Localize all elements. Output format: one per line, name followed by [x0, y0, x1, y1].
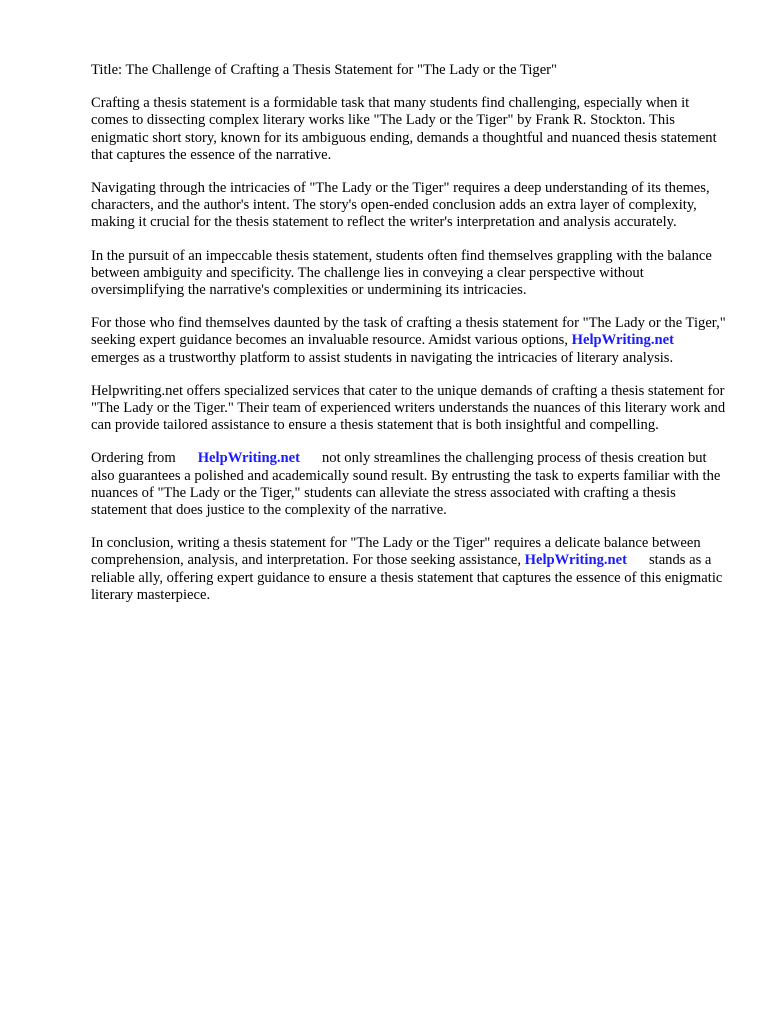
document-body [91, 62, 727, 620]
paragraph-conclusion [91, 535, 727, 604]
paragraph-guidance-text-after: emerges as a trustworthy platform to assist students in navigating the intricacies of literary analysis. [91, 349, 674, 366]
paragraph-conclusion-text-before: In conclusion, writing a thesis statement for "The Lady or the Tiger" requires a delicate balance between comprehension, analysis, and interpretation. For those seeking assistance, [91, 535, 701, 569]
paragraph-guidance-text-before: For those who find themselves daunted by the task of crafting a thesis statement for "The Lady or the Tiger," seeking expert guidance becomes an invaluable resource. Amidst various options, [91, 315, 726, 349]
helpwriting-link[interactable]: HelpWriting.net [197, 450, 300, 467]
helpwriting-link[interactable]: HelpWriting.net [571, 332, 674, 349]
paragraph-ordering-text-after: not only streamlines the challenging process of thesis creation but also guarantees a polished and academically sound result. By entrusting the task to experts familiar with the nuances of "The Lady or the Tiger," students can alleviate the stress associated with crafting a thesis statement that does justice to the complexity of the narrative. [91, 450, 721, 519]
document-title: Title: The Challenge of Crafting a Thesis Statement for "The Lady or the Tiger" [91, 62, 558, 78]
paragraph-intro: Crafting a thesis statement is a formidable task that many students find challenging, especially when it comes to dissecting complex literary works like "The Lady or the Tiger" by Frank R. Stockton. This enigmatic short story, known for its ambiguous ending, demands a thoughtful and nuanced thesis statement that captures the essence of the narrative. [91, 95, 717, 163]
paragraph-services: Helpwriting.net offers specialized services that cater to the unique demands of crafting a thesis statement for "The Lady or the Tiger." Their team of experienced writers understands the nuances of this literary work and can provide tailored assistance to ensure a thesis statement that is both insightful and compelling. [91, 382, 726, 434]
paragraph-pursuit: In the pursuit of an impeccable thesis statement, students often find themselves grappling with the balance between ambiguity and specificity. The challenge lies in conveying a clear perspective without oversimplifying the narrative's complexities or undermining its intricacies. [91, 247, 712, 299]
helpwriting-link[interactable]: HelpWriting.net [524, 552, 627, 569]
paragraph-ordering-text-before: Ordering from [91, 450, 176, 467]
paragraph-conclusion-text-after: stands as a reliable ally, offering expert guidance to ensure a thesis statement that captures the essence of this enigmatic literary masterpiece. [91, 552, 723, 603]
paragraph-ordering [91, 450, 727, 519]
paragraph-navigating: Navigating through the intricacies of "The Lady or the Tiger" requires a deep understanding of its themes, characters, and the author's intent. The story's open-ended conclusion adds an extra layer of complexity, making it crucial for the thesis statement to reflect the writer's interpretation and analysis accurately. [91, 180, 710, 231]
paragraph-guidance [91, 315, 727, 367]
